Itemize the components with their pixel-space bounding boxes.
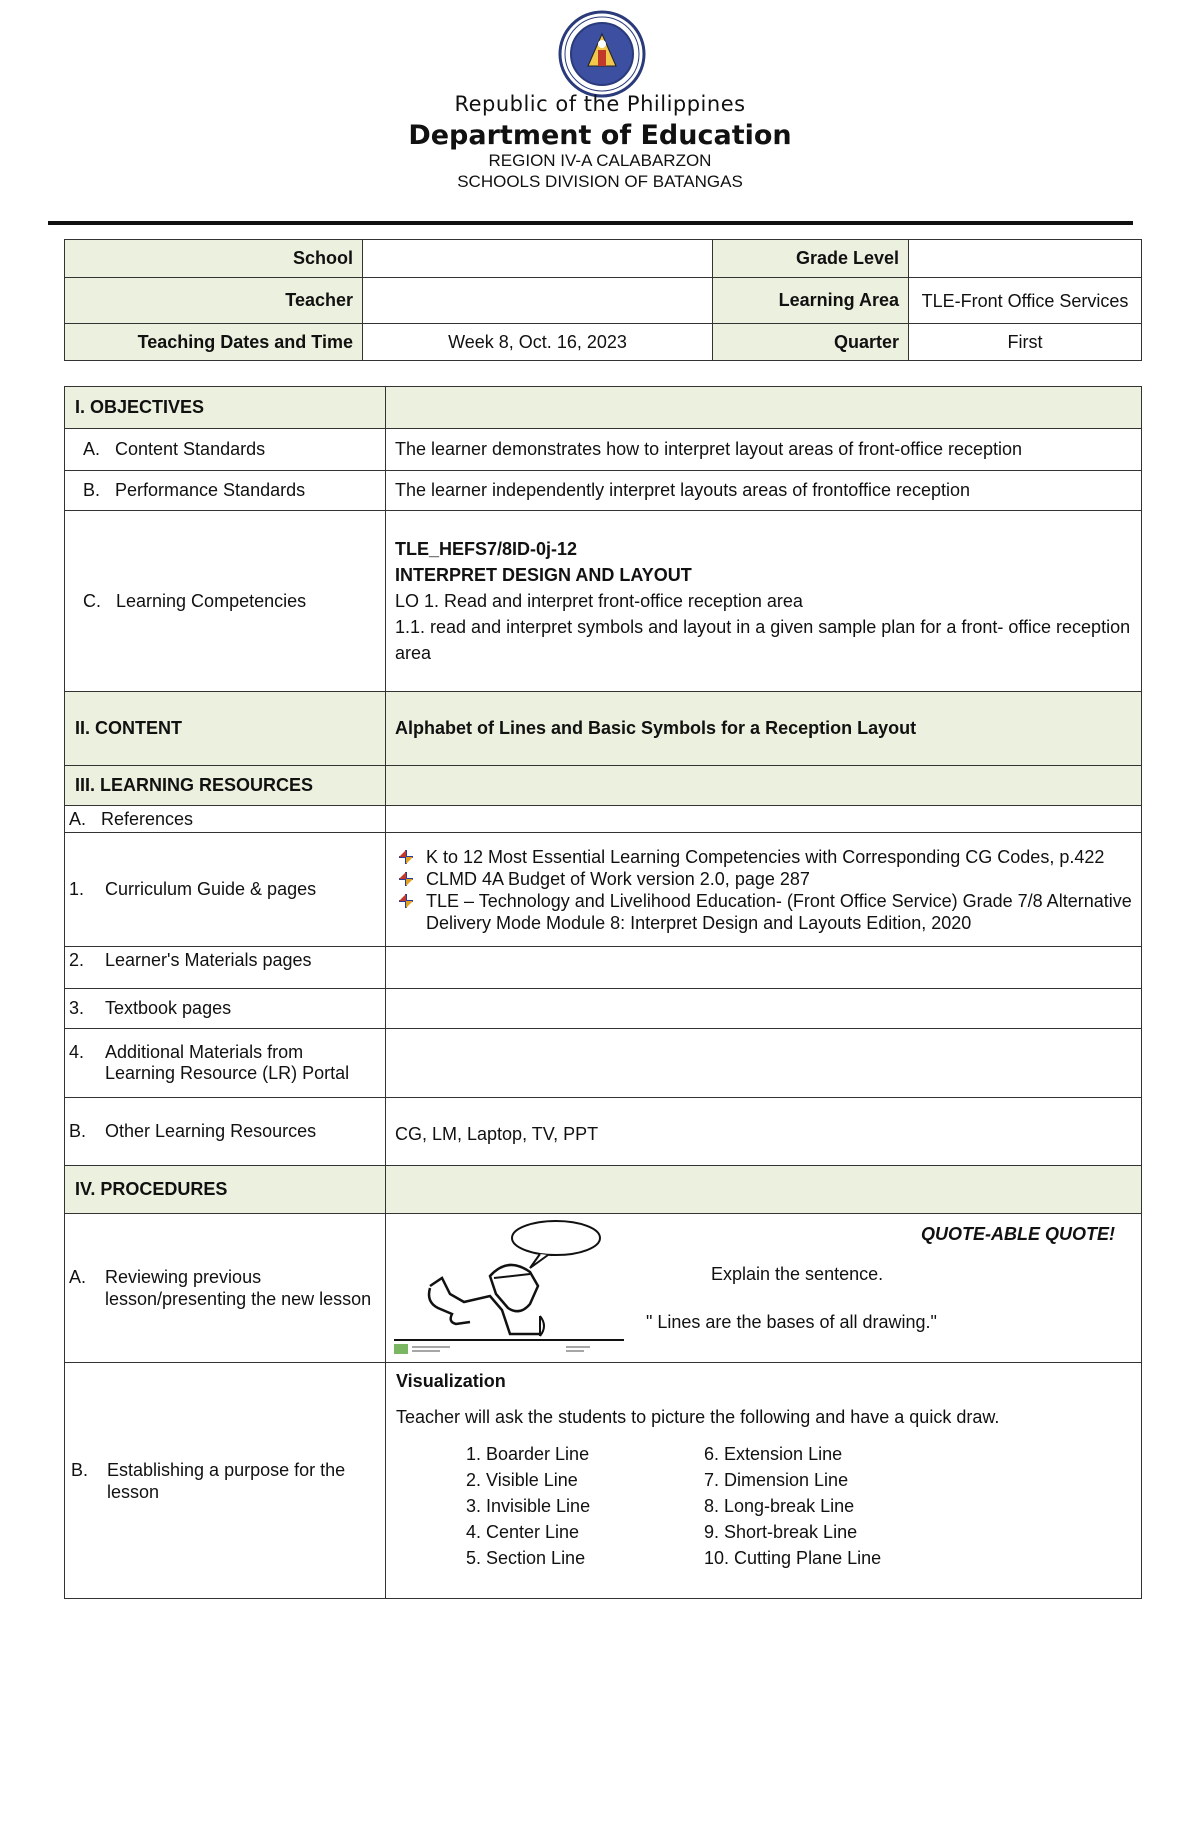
line-types-column-2: [704, 1441, 881, 1571]
learning-area-value: TLE-Front Office Services: [909, 278, 1142, 324]
republic-title: Republic of the Philippines: [454, 92, 746, 116]
list-item: 2. Visible Line: [466, 1470, 578, 1490]
references-label: A. References: [65, 806, 386, 833]
arrow-bullet-icon: [398, 871, 414, 887]
performance-standards-value: The learner independently interpret layouts areas of frontoffice reception: [386, 471, 1142, 511]
teacher-label: Teacher: [65, 278, 363, 324]
grade-level-label: Grade Level: [713, 240, 909, 278]
line-types-column-1: [466, 1441, 704, 1571]
curriculum-ref-item: TLE – Technology and Livelihood Education- (Front Office Service) Grade 7/8 Alternative Delivery Mode Module 8: Interpret Design and Layouts Edition, 2020: [390, 890, 1132, 934]
learning-competencies-label: C. Learning Competencies: [65, 511, 386, 692]
content-standards-value: The learner demonstrates how to interpret layout areas of front-office reception: [386, 429, 1142, 471]
curriculum-guide-value: [386, 833, 1142, 947]
references-value: [386, 806, 1142, 833]
learners-materials-label: 2. Learner's Materials pages: [65, 947, 386, 989]
header-divider: [48, 221, 1133, 225]
objectives-heading: I. OBJECTIVES: [65, 387, 386, 429]
curriculum-guide-number: 1.: [69, 879, 85, 899]
curriculum-ref-item: CLMD 4A Budget of Work version 2.0, page 287: [390, 868, 1132, 890]
list-item: 10. Cutting Plane Line: [704, 1548, 882, 1568]
division-title: SCHOOLS DIVISION OF BATANGAS: [457, 172, 743, 191]
competency-title: INTERPRET DESIGN AND LAYOUT: [395, 565, 692, 585]
competency-code: TLE_HEFS7/8ID-0j-12: [395, 539, 578, 559]
line-types-list: [466, 1441, 1131, 1571]
performance-standards-label: B. Performance Standards: [65, 471, 386, 511]
textbook-pages-label: 3. Textbook pages: [65, 989, 386, 1029]
reviewing-lesson-label: A. Reviewing previous lesson/presenting the new lesson: [65, 1214, 386, 1363]
info-table: [64, 239, 1142, 361]
list-item: 5. Section Line: [466, 1548, 586, 1568]
other-resources-value: CG, LM, Laptop, TV, PPT: [386, 1098, 1142, 1166]
quote-title: QUOTE-ABLE QUOTE!: [921, 1224, 1115, 1244]
learning-competencies-value: [386, 511, 1142, 692]
quarter-label: Quarter: [713, 324, 909, 361]
competency-detail: 1.1. read and interpret symbols and layout in a given sample plan for a front- office reception area: [395, 617, 1131, 663]
content-heading: II. CONTENT: [65, 692, 386, 766]
visualization-text: Teacher will ask the students to picture the following and have a quick draw.: [396, 1407, 1000, 1427]
objectives-heading-fill: [386, 387, 1142, 429]
learning-resources-heading: III. LEARNING RESOURCES: [65, 766, 386, 806]
list-item: 7. Dimension Line: [704, 1470, 849, 1490]
lesson-plan-table: [64, 386, 1142, 1599]
quote-explain: Explain the sentence.: [711, 1264, 884, 1284]
competency-lo: LO 1. Read and interpret front-office reception area: [395, 591, 803, 611]
teaching-dates-value: Week 8, Oct. 16, 2023: [363, 324, 713, 361]
visualization-cell: [386, 1363, 1142, 1599]
content-standards-label: A. Content Standards: [65, 429, 386, 471]
additional-materials-label: 4. Additional Materials from Learning Resource (LR) Portal: [65, 1029, 386, 1098]
procedures-heading: IV. PROCEDURES: [65, 1166, 386, 1214]
content-value: Alphabet of Lines and Basic Symbols for a Reception Layout: [386, 692, 1142, 766]
curriculum-guide-list: [390, 846, 1132, 934]
curriculum-guide-label: [65, 833, 386, 947]
region-title: REGION IV-A CALABARZON: [488, 151, 712, 170]
textbook-pages-value: [386, 989, 1142, 1029]
learning-resources-heading-fill: [386, 766, 1142, 806]
list-item: 3. Invisible Line: [466, 1496, 591, 1516]
list-item: 4. Center Line: [466, 1522, 580, 1542]
curriculum-ref-item: K to 12 Most Essential Learning Competencies with Corresponding CG Codes, p.422: [390, 846, 1132, 868]
list-item: 1. Boarder Line: [466, 1444, 590, 1464]
list-item: 8. Long-break Line: [704, 1496, 855, 1516]
teacher-value: [363, 278, 713, 324]
arrow-bullet-icon: [398, 849, 414, 865]
list-item: 6. Extension Line: [704, 1444, 843, 1464]
arrow-bullet-icon: [398, 893, 414, 909]
grade-level-value: [909, 240, 1142, 278]
deped-seal-logo: [558, 10, 646, 98]
curriculum-guide-text: Curriculum Guide & pages: [105, 879, 317, 899]
quarter-value: First: [909, 324, 1142, 361]
establishing-purpose-label: B. Establishing a purpose for the lesson: [65, 1363, 386, 1599]
department-title: Department of Education: [408, 120, 792, 151]
procedures-heading-fill: [386, 1166, 1142, 1214]
quote-text: " Lines are the bases of all drawing.": [646, 1312, 937, 1332]
quote-activity-cell: [386, 1214, 1142, 1363]
list-item: 9. Short-break Line: [704, 1522, 858, 1542]
teaching-dates-label: Teaching Dates and Time: [65, 324, 363, 361]
school-label: School: [65, 240, 363, 278]
learning-area-label: Learning Area: [713, 278, 909, 324]
learners-materials-value: [386, 947, 1142, 989]
other-resources-label: B. Other Learning Resources: [65, 1098, 386, 1166]
school-value: [363, 240, 713, 278]
visualization-title: Visualization: [396, 1371, 506, 1391]
thumbs-up-cartoon-image: [390, 1216, 628, 1358]
additional-materials-value: [386, 1029, 1142, 1098]
